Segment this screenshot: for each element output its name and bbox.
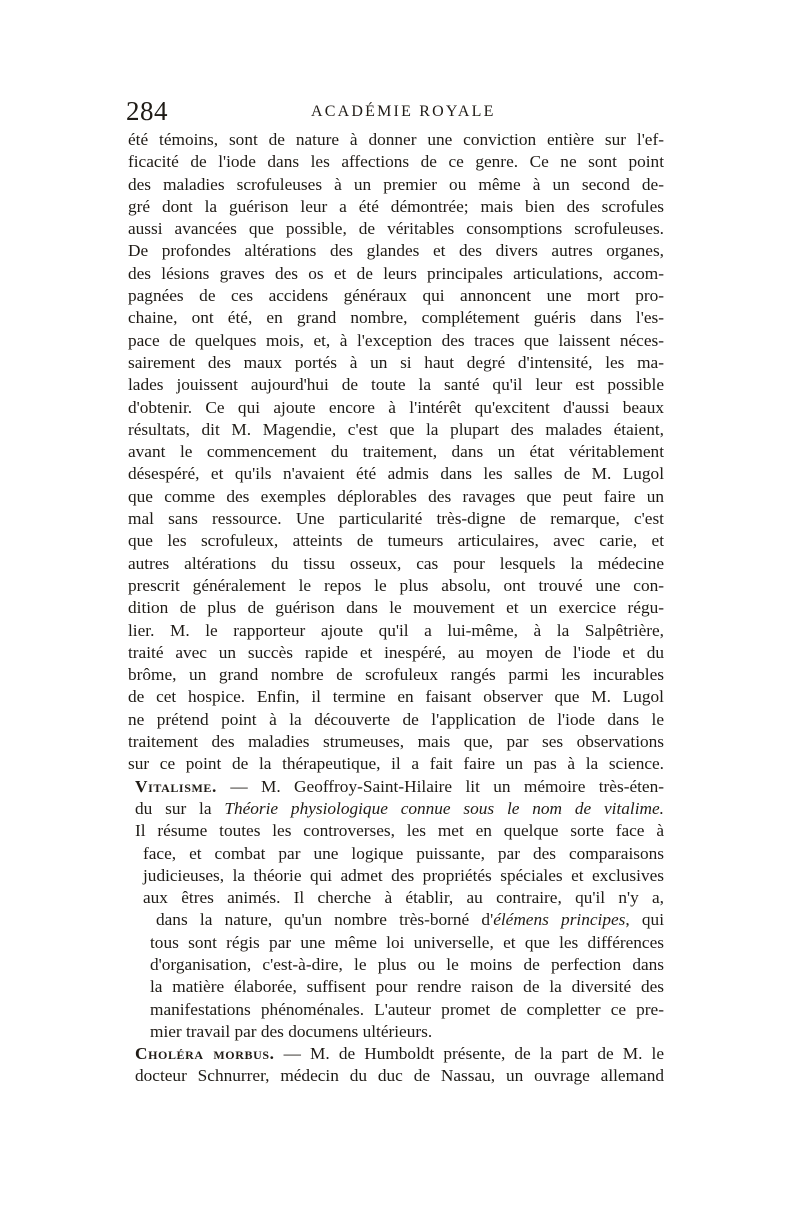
text-segment: désespéré, et qu'ils n'avaient été admis dans les salles de M. Lugol — [128, 464, 664, 484]
text-line — [128, 1065, 664, 1087]
text-line — [128, 218, 664, 240]
text-segment: de cet hospice. Enfin, il termine en faisant observer que M. Lugol — [128, 687, 664, 707]
text-line — [128, 374, 664, 396]
text-segment: des lésions graves des os et de leurs principales articulations, accom- — [128, 263, 664, 283]
running-title: ACADÉMIE ROYALE — [311, 103, 496, 120]
text-segment: aux êtres animés. Il cherche à établir, au contraire, qu'il n'y a, — [143, 888, 664, 908]
text-line — [128, 865, 664, 887]
text-segment: sairement des maux portés à un si haut degré d'intensité, les ma- — [128, 352, 664, 372]
text-segment: mier travail par des documens ultérieurs. — [150, 1021, 433, 1041]
page-header — [0, 96, 800, 128]
section-heading: Choléra morbus. — [135, 1044, 275, 1064]
text-line — [128, 129, 664, 151]
italic-text: Théorie physiologique connue sous le nom de vitalime. — [224, 798, 664, 818]
text-line — [128, 441, 664, 463]
text-line — [128, 753, 664, 775]
text-segment: chaine, ont été, en grand nombre, complétement guéris dans l'es- — [128, 308, 664, 328]
text-line — [128, 620, 664, 642]
text-line — [128, 285, 664, 307]
text-segment: face, et combat par une logique puissante, par des comparaisons — [143, 843, 664, 863]
text-segment: d'organisation, c'est-à-dire, le plus ou le moins de perfection dans — [150, 954, 664, 974]
text-segment: gré dont la guérison leur a été démontrée; mais bien des scrofules — [128, 196, 664, 216]
text-segment: lades jouissent aujourd'hui de toute la santé qu'il leur est possible — [128, 375, 664, 395]
text-line — [128, 352, 664, 374]
text-line — [128, 575, 664, 597]
text-line — [128, 776, 664, 798]
text-segment: pace de quelques mois, et, à l'exception des traces que laissent néces- — [128, 330, 664, 350]
text-line — [128, 686, 664, 708]
text-line — [128, 530, 664, 552]
text-segment: tous sont régis par une même loi universelle, et que les différences — [150, 932, 664, 952]
text-segment: brôme, un grand nombre de scrofuleux rangés parmi les incurables — [128, 665, 664, 685]
text-line — [128, 798, 664, 820]
text-line — [128, 909, 664, 931]
text-line — [128, 932, 664, 954]
text-segment: des maladies scrofuleuses à un premier ou même à un second de- — [128, 174, 664, 194]
text-segment: traitement des maladies strumeuses, mais que, par ses observations — [128, 732, 664, 752]
text-segment: lier. M. le rapporteur ajoute qu'il a lui-même, à la Salpêtrière, — [128, 620, 664, 640]
text-line — [128, 307, 664, 329]
text-segment: que comme des exemples déplorables des ravages que peut faire un — [128, 486, 664, 506]
text-segment: Il résume toutes les controverses, les met en quelque sorte face à — [135, 821, 664, 841]
page-number: 284 — [126, 96, 168, 126]
text-segment: , qui — [625, 910, 664, 930]
text-line — [128, 664, 664, 686]
text-segment: judicieuses, la théorie qui admet des propriétés spéciales et exclusives — [143, 865, 664, 885]
text-line — [128, 419, 664, 441]
text-segment: — M. Geoffroy-Saint-Hilaire lit un mémoire très-éten- — [216, 776, 664, 796]
text-line — [128, 597, 664, 619]
body-text — [128, 129, 664, 1088]
text-line — [128, 642, 664, 664]
text-segment: sur ce point de la thérapeutique, il a fait faire un pas à la science. — [128, 754, 664, 774]
text-segment: aussi avancées que possible, de véritables consomptions scrofuleuses. — [128, 219, 664, 239]
text-segment: traité avec un succès rapide et inespéré, au moyen de l'iode et du — [128, 642, 664, 662]
text-segment: été témoins, sont de nature à donner une conviction entière sur l'ef- — [128, 130, 664, 149]
text-line — [128, 174, 664, 196]
text-segment: De profondes altérations des glandes et des divers autres organes, — [128, 241, 664, 261]
text-line — [128, 263, 664, 285]
text-segment: dans la nature, qu'un nombre très-borné d' — [156, 910, 494, 930]
text-segment: mal sans ressource. Une particularité très-digne de remarque, c'est — [128, 509, 664, 529]
text-segment: d'obtenir. Ce qui ajoute encore à l'intérêt qu'excitent d'aussi beaux — [128, 397, 664, 417]
text-segment: résultats, dit M. Magendie, c'est que la plupart des malades étaient, — [128, 419, 664, 439]
text-line — [128, 731, 664, 753]
text-segment: manifestations phénoménales. L'auteur promet de completter ce pre- — [150, 999, 664, 1019]
section-heading: Vitalisme. — [135, 776, 217, 796]
text-segment: docteur Schnurrer, médecin du duc de Nassau, un ouvrage allemand — [135, 1066, 664, 1086]
text-segment: prescrit généralement le repos le plus absolu, ont trouvé une con- — [128, 575, 664, 595]
text-line — [128, 553, 664, 575]
text-line — [128, 709, 664, 731]
text-segment: la matière élaborée, suffisent pour rendre raison de la diversité des — [150, 977, 664, 997]
text-line — [128, 240, 664, 262]
text-segment: — M. de Humboldt présente, de la part de M. le — [274, 1044, 664, 1064]
text-line — [128, 1043, 664, 1065]
text-segment: que les scrofuleux, atteints de tumeurs articulaires, avec carie, et — [128, 531, 664, 551]
text-segment: dition de plus de guérison dans le mouvement et un exercice régu- — [128, 598, 664, 618]
text-segment: ne prétend point à la découverte de l'application de l'iode dans le — [128, 709, 664, 729]
text-segment: ficacité de l'iode dans les affections de ce genre. Ce ne sont point — [128, 152, 664, 172]
text-line — [128, 999, 664, 1021]
italic-text: élémens principes — [493, 910, 626, 930]
text-segment: avant le commencement du traitement, dans un état véritablement — [128, 442, 664, 462]
text-segment: du sur la — [135, 798, 225, 818]
text-line — [128, 820, 664, 842]
text-segment: autres altérations du tissu osseux, cas pour lesquels la médecine — [128, 553, 664, 573]
text-line — [128, 1021, 664, 1043]
text-line — [128, 463, 664, 485]
text-line — [128, 151, 664, 173]
text-line — [128, 397, 664, 419]
text-line — [128, 843, 664, 865]
text-line — [128, 954, 664, 976]
text-line — [128, 508, 664, 530]
text-line — [128, 486, 664, 508]
text-segment: pagnées de ces accidens généraux qui annoncent une mort pro- — [128, 286, 664, 306]
text-line — [128, 887, 664, 909]
text-line — [128, 196, 664, 218]
text-line — [128, 976, 664, 998]
text-line — [128, 330, 664, 352]
